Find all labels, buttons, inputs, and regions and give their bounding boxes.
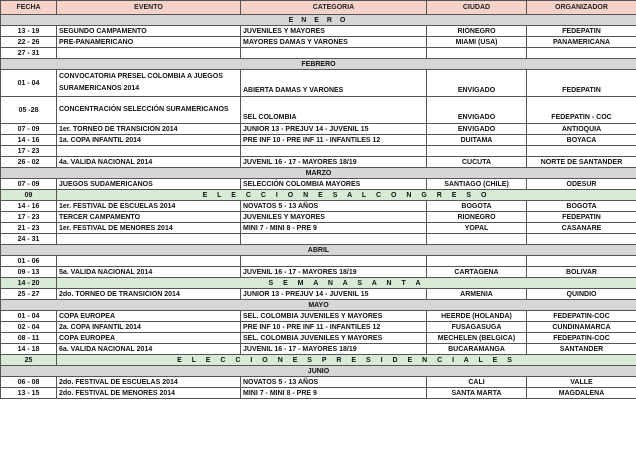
categoria-cell: JUVENILES Y MAYORES bbox=[241, 26, 427, 37]
event-row bbox=[1, 234, 636, 245]
fecha-cell: 17 - 23 bbox=[1, 212, 57, 223]
fecha-cell: 01 - 06 bbox=[1, 256, 57, 267]
categoria-cell: JUVENILES Y MAYORES bbox=[241, 212, 427, 223]
event-row bbox=[1, 26, 636, 37]
organizador-cell bbox=[527, 48, 636, 59]
month-row bbox=[1, 245, 636, 256]
ciudad-cell: RIONEGRO bbox=[427, 212, 527, 223]
categoria-cell: MINI 7 - MINI 8 - PRE 9 bbox=[241, 223, 427, 234]
fecha-cell: 14 - 16 bbox=[1, 201, 57, 212]
event-row bbox=[1, 37, 636, 48]
ciudad-cell: HEERDE (HOLANDA) bbox=[427, 311, 527, 322]
organizador-cell bbox=[527, 234, 636, 245]
fecha-cell: 21 - 23 bbox=[1, 223, 57, 234]
header-ciudad: CIUDAD bbox=[427, 1, 527, 15]
month-label: ABRIL bbox=[1, 245, 636, 256]
fecha-cell: 14 - 20 bbox=[1, 278, 57, 289]
header-row bbox=[1, 1, 636, 15]
ciudad-cell: BUCARAMANGA bbox=[427, 344, 527, 355]
special-label: E L E C C I O N E S P R E S I D E N C I A L E S bbox=[57, 355, 636, 366]
evento-cell: 6a. VALIDA NACIONAL 2014 bbox=[57, 344, 241, 355]
categoria-cell: MINI 7 - MINI 8 - PRE 9 bbox=[241, 388, 427, 399]
month-row bbox=[1, 366, 636, 377]
event-row bbox=[1, 311, 636, 322]
organizador-cell bbox=[527, 256, 636, 267]
event-row bbox=[1, 377, 636, 388]
ciudad-cell bbox=[427, 48, 527, 59]
event-row bbox=[1, 322, 636, 333]
fecha-cell: 27 - 31 bbox=[1, 48, 57, 59]
categoria-cell: PRE INF 10 - PRE INF 11 - INFANTILES 12 bbox=[241, 135, 427, 146]
month-row bbox=[1, 168, 636, 179]
organizador-cell: VALLE bbox=[527, 377, 636, 388]
evento-cell bbox=[57, 234, 241, 245]
ciudad-cell: SANTA MARTA bbox=[427, 388, 527, 399]
event-row bbox=[1, 135, 636, 146]
fecha-cell: 14 - 16 bbox=[1, 135, 57, 146]
month-label: MARZO bbox=[1, 168, 636, 179]
event-row bbox=[1, 333, 636, 344]
ciudad-cell: ENVIGADO bbox=[427, 70, 527, 97]
evento-cell: CONVOCATORIA PRESEL COLOMBIA A JUEGOS SURAMERICANOS 2014 bbox=[57, 70, 241, 97]
fecha-cell: 01 - 04 bbox=[1, 70, 57, 97]
evento-cell: 1er. FESTIVAL DE ESCUELAS 2014 bbox=[57, 201, 241, 212]
organizador-cell: MAGDALENA bbox=[527, 388, 636, 399]
event-row bbox=[1, 146, 636, 157]
event-row bbox=[1, 201, 636, 212]
categoria-cell: SELECCIÓN COLOMBIA MAYORES bbox=[241, 179, 427, 190]
organizador-cell: FEDEPATIN bbox=[527, 212, 636, 223]
organizador-cell: FEDEPATIN bbox=[527, 70, 636, 97]
categoria-cell: JUNIOR 13 - PREJUV 14 - JUVENIL 15 bbox=[241, 289, 427, 300]
organizador-cell: ANTIOQUIA bbox=[527, 124, 636, 135]
ciudad-cell: BOGOTA bbox=[427, 201, 527, 212]
ciudad-cell: RIONEGRO bbox=[427, 26, 527, 37]
special-date-row bbox=[1, 355, 636, 366]
ciudad-cell: DUITAMA bbox=[427, 135, 527, 146]
fecha-cell: 22 - 26 bbox=[1, 37, 57, 48]
event-row bbox=[1, 223, 636, 234]
fecha-cell: 07 - 09 bbox=[1, 124, 57, 135]
ciudad-cell: ARMENIA bbox=[427, 289, 527, 300]
ciudad-cell bbox=[427, 146, 527, 157]
ciudad-cell bbox=[427, 234, 527, 245]
evento-cell: PRE-PANAMERICANO bbox=[57, 37, 241, 48]
evento-cell: 2do. FESTIVAL DE MENORES 2014 bbox=[57, 388, 241, 399]
evento-cell bbox=[57, 48, 241, 59]
event-row bbox=[1, 344, 636, 355]
month-row bbox=[1, 300, 636, 311]
header-evento: EVENTO bbox=[57, 1, 241, 15]
evento-cell: 1a. COPA INFANTIL 2014 bbox=[57, 135, 241, 146]
ciudad-cell: CUCUTA bbox=[427, 157, 527, 168]
fecha-cell: 07 - 09 bbox=[1, 179, 57, 190]
fecha-cell: 25 bbox=[1, 355, 57, 366]
evento-cell: 1er. FESTIVAL DE MENORES 2014 bbox=[57, 223, 241, 234]
event-row bbox=[1, 124, 636, 135]
fecha-cell: 05 -28 bbox=[1, 97, 57, 124]
ciudad-cell: FUSAGASUGA bbox=[427, 322, 527, 333]
categoria-cell: JUNIOR 13 - PREJUV 14 - JUVENIL 15 bbox=[241, 124, 427, 135]
month-label: JUNIO bbox=[1, 366, 636, 377]
month-label: FEBRERO bbox=[1, 59, 636, 70]
organizador-cell bbox=[527, 146, 636, 157]
evento-cell: JUEGOS SUDAMERICANOS bbox=[57, 179, 241, 190]
fecha-cell: 09 bbox=[1, 190, 57, 201]
special-label: S E M A N A S A N T A bbox=[57, 278, 636, 289]
ciudad-cell: MIAMI (USA) bbox=[427, 37, 527, 48]
evento-cell: 2do. TORNEO DE TRANSICION 2014 bbox=[57, 289, 241, 300]
fecha-cell: 01 - 04 bbox=[1, 311, 57, 322]
event-row bbox=[1, 388, 636, 399]
organizador-cell: SANTANDER bbox=[527, 344, 636, 355]
organizador-cell: CUNDINAMARCA bbox=[527, 322, 636, 333]
ciudad-cell: MECHELEN (BELGICA) bbox=[427, 333, 527, 344]
organizador-cell: BOYACA bbox=[527, 135, 636, 146]
evento-cell bbox=[57, 256, 241, 267]
evento-cell: 2a. COPA INFANTIL 2014 bbox=[57, 322, 241, 333]
categoria-cell bbox=[241, 48, 427, 59]
event-row bbox=[1, 70, 636, 97]
organizador-cell: BOLIVAR bbox=[527, 267, 636, 278]
evento-cell: 5a. VALIDA NACIONAL 2014 bbox=[57, 267, 241, 278]
categoria-cell bbox=[241, 256, 427, 267]
fecha-cell: 06 - 08 bbox=[1, 377, 57, 388]
organizador-cell: FEDEPATIN bbox=[527, 26, 636, 37]
header-categoria: CATEGORIA bbox=[241, 1, 427, 15]
fecha-cell: 24 - 31 bbox=[1, 234, 57, 245]
organizador-cell: FEDEPATIN-COC bbox=[527, 333, 636, 344]
ciudad-cell: ENVIGADO bbox=[427, 97, 527, 124]
evento-cell: 1er. TORNEO DE TRANSICION 2014 bbox=[57, 124, 241, 135]
categoria-cell: MAYORES DAMAS Y VARONES bbox=[241, 37, 427, 48]
categoria-cell: JUVENIL 16 - 17 - MAYORES 18/19 bbox=[241, 157, 427, 168]
categoria-cell bbox=[241, 146, 427, 157]
special-date-row bbox=[1, 278, 636, 289]
categoria-cell: JUVENIL 16 - 17 - MAYORES 18/19 bbox=[241, 344, 427, 355]
month-row bbox=[1, 59, 636, 70]
evento-cell: SEGUNDO CAMPAMENTO bbox=[57, 26, 241, 37]
organizador-cell: ODESUR bbox=[527, 179, 636, 190]
ciudad-cell: CALI bbox=[427, 377, 527, 388]
month-label: E N E R O bbox=[1, 15, 636, 26]
organizador-cell: BOGOTA bbox=[527, 201, 636, 212]
event-row bbox=[1, 179, 636, 190]
categoria-cell: SEL COLOMBIA bbox=[241, 97, 427, 124]
organizador-cell: PANAMERICANA bbox=[527, 37, 636, 48]
organizador-cell: FEDEPATIN - COC bbox=[527, 97, 636, 124]
ciudad-cell bbox=[427, 256, 527, 267]
ciudad-cell: ENVIGADO bbox=[427, 124, 527, 135]
evento-cell: COPA EUROPEA bbox=[57, 311, 241, 322]
organizador-cell: QUINDIO bbox=[527, 289, 636, 300]
fecha-cell: 09 - 13 bbox=[1, 267, 57, 278]
fecha-cell: 25 - 27 bbox=[1, 289, 57, 300]
month-label: MAYO bbox=[1, 300, 636, 311]
evento-cell: 2do. FESTIVAL DE ESCUELAS 2014 bbox=[57, 377, 241, 388]
fecha-cell: 14 - 18 bbox=[1, 344, 57, 355]
evento-cell bbox=[57, 146, 241, 157]
ciudad-cell: YOPAL bbox=[427, 223, 527, 234]
event-row bbox=[1, 289, 636, 300]
organizador-cell: FEDEPATIN-COC bbox=[527, 311, 636, 322]
fecha-cell: 26 - 02 bbox=[1, 157, 57, 168]
categoria-cell bbox=[241, 234, 427, 245]
categoria-cell: NOVATOS 5 - 13 AÑOS bbox=[241, 377, 427, 388]
categoria-cell: SEL. COLOMBIA JUVENILES Y MAYORES bbox=[241, 311, 427, 322]
fecha-cell: 13 - 19 bbox=[1, 26, 57, 37]
organizador-cell: NORTE DE SANTANDER bbox=[527, 157, 636, 168]
evento-cell: COPA EUROPEA bbox=[57, 333, 241, 344]
fecha-cell: 02 - 04 bbox=[1, 322, 57, 333]
evento-cell: TERCER CAMPAMENTO bbox=[57, 212, 241, 223]
month-row bbox=[1, 15, 636, 26]
categoria-cell: PRE INF 10 - PRE INF 11 - INFANTILES 12 bbox=[241, 322, 427, 333]
categoria-cell: SEL. COLOMBIA JUVENILES Y MAYORES bbox=[241, 333, 427, 344]
ciudad-cell: CARTAGENA bbox=[427, 267, 527, 278]
evento-cell: 4a. VALIDA NACIONAL 2014 bbox=[57, 157, 241, 168]
header-fecha: FECHA bbox=[1, 1, 57, 15]
special-date-row bbox=[1, 190, 636, 201]
categoria-cell: JUVENIL 16 - 17 - MAYORES 18/19 bbox=[241, 267, 427, 278]
fecha-cell: 17 - 23 bbox=[1, 146, 57, 157]
event-row bbox=[1, 48, 636, 59]
fecha-cell: 13 - 15 bbox=[1, 388, 57, 399]
fecha-cell: 08 - 11 bbox=[1, 333, 57, 344]
event-row bbox=[1, 256, 636, 267]
event-row bbox=[1, 212, 636, 223]
evento-cell: CONCENTRACIÓN SELECCIÓN SURAMERICANOS bbox=[57, 97, 241, 124]
ciudad-cell: SANTIAGO (CHILE) bbox=[427, 179, 527, 190]
special-label: E L E C C I O N E S A L C O N G R E S O bbox=[57, 190, 636, 201]
organizador-cell: CASANARE bbox=[527, 223, 636, 234]
categoria-cell: NOVATOS 5 - 13 AÑOS bbox=[241, 201, 427, 212]
event-row bbox=[1, 157, 636, 168]
header-organizador: ORGANIZADOR bbox=[527, 1, 636, 15]
event-row bbox=[1, 97, 636, 124]
event-row bbox=[1, 267, 636, 278]
calendar-body bbox=[1, 15, 636, 399]
categoria-cell: ABIERTA DAMAS Y VARONES bbox=[241, 70, 427, 97]
